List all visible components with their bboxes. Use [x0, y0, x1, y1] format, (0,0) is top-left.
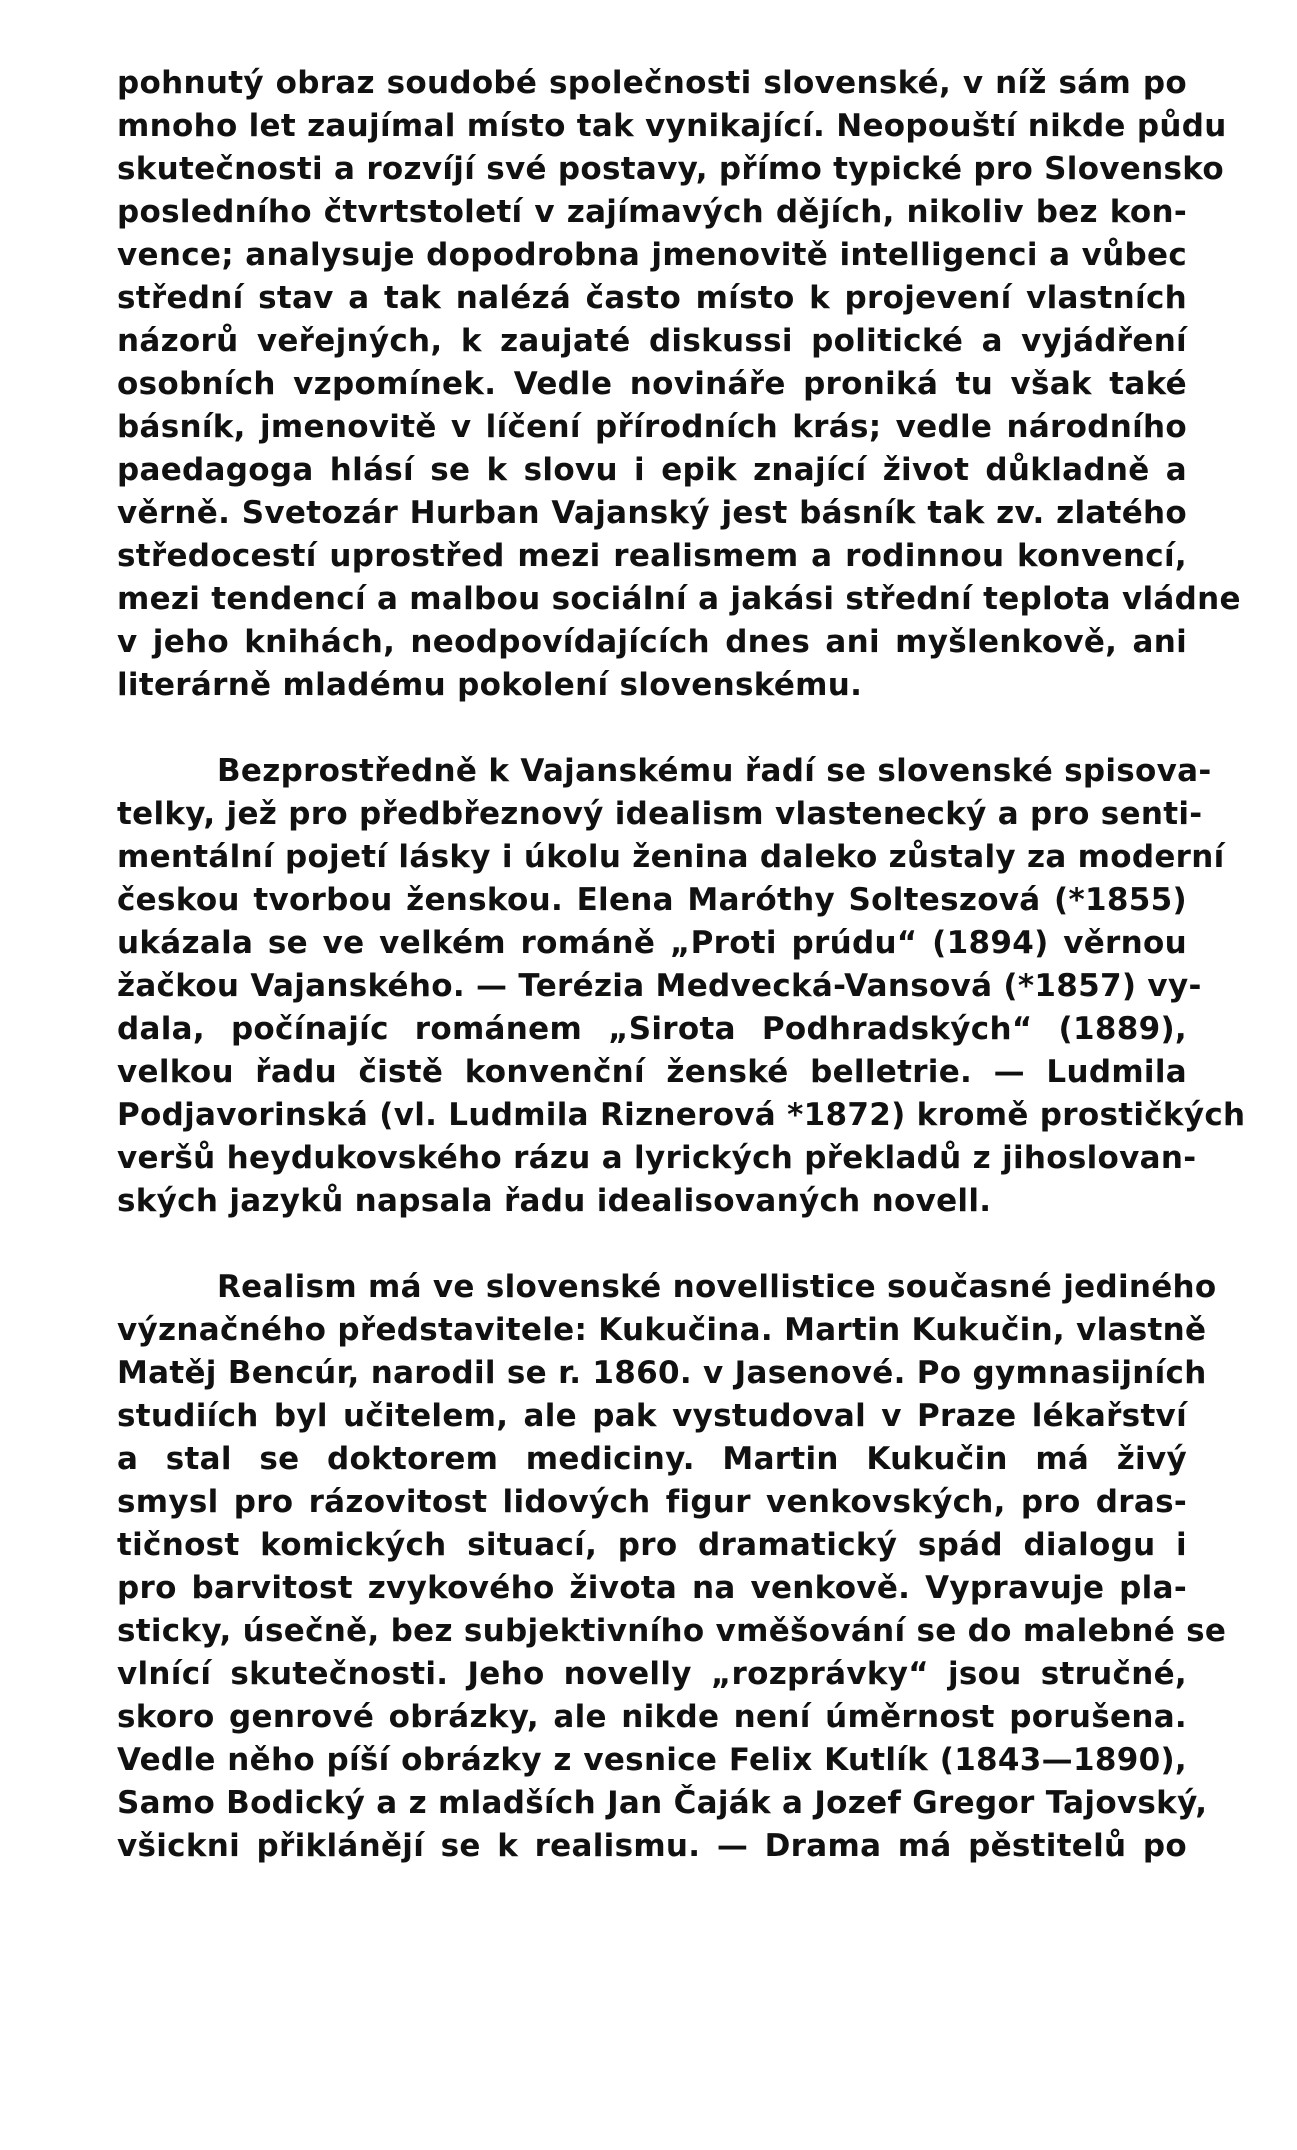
text-line: osobních vzpomínek. Vedle novináře proniká tu však také	[117, 366, 1187, 402]
text-line: sticky, úsečně, bez subjektivního vměšování se do malebné se	[117, 1613, 1227, 1649]
text-line: literárně mladému pokolení slovenskému.	[117, 667, 863, 703]
text-line: paedagoga hlásí se k slovu i epik znající život důkladně a	[117, 452, 1187, 488]
page-text	[117, 62, 1246, 1868]
text-line: dala, počínajíc románem „Sirota Podhradských“ (1889),	[117, 1011, 1187, 1047]
text-line: střední stav a tak nalézá často místo k projevení vlastních	[117, 280, 1187, 316]
text-line: ských jazyků napsala řadu idealisovaných novell.	[117, 1183, 992, 1219]
text-line: telky, jež pro předbřeznový idealism vlastenecký a pro senti-	[117, 796, 1203, 832]
text-line: Vedle něho píší obrázky z vesnice Felix Kutlík (1843—1890),	[117, 1742, 1187, 1778]
text-line: Bezprostředně k Vajanskému řadí se slovenské spisova-	[217, 753, 1212, 789]
text-line: českou tvorbou ženskou. Elena Maróthy Solteszová (*1855)	[117, 882, 1187, 918]
text-line: tičnost komických situací, pro dramatický spád dialogu i	[117, 1527, 1187, 1563]
text-line: význačného představitele: Kukučina. Martin Kukučin, vlastně	[117, 1312, 1207, 1348]
text-line: žačkou Vajanského. — Terézia Medvecká-Vansová (*1857) vy-	[117, 968, 1202, 1004]
text-line: Matěj Bencúr, narodil se r. 1860. v Jasenové. Po gymnasijních	[117, 1355, 1207, 1391]
text-line: všickni přiklánějí se k realismu. — Drama má pěstitelů po	[117, 1828, 1187, 1864]
text-line: názorů veřejných, k zaujaté diskussi politické a vyjádření	[117, 323, 1187, 359]
text-line: posledního čtvrtstoletí v zajímavých dějích, nikoliv bez kon-	[117, 194, 1187, 230]
paragraph-2	[117, 750, 1246, 1223]
text-line: mentální pojetí lásky i úkolu ženina daleko zůstaly za moderní	[117, 839, 1225, 875]
text-line: pro barvitost zvykového života na venkově. Vypravuje pla-	[117, 1570, 1187, 1606]
text-line: vence; analysuje dopodrobna jmenovitě intelligenci a vůbec	[117, 237, 1187, 273]
text-line: skutečnosti a rozvíjí své postavy, přímo typické pro Slovensko	[117, 151, 1224, 187]
paragraph-3	[117, 1266, 1227, 1868]
text-line: skoro genrové obrázky, ale nikde není úměrnost porušena.	[117, 1699, 1187, 1735]
text-line: studiích byl učitelem, ale pak vystudoval v Praze lékařství	[117, 1398, 1187, 1434]
text-line: a stal se doktorem mediciny. Martin Kukučin má živý	[117, 1441, 1187, 1477]
text-line: Podjavorinská (vl. Ludmila Riznerová *1872) kromě prostičkých	[117, 1097, 1246, 1133]
text-line: básník, jmenovitě v líčení přírodních krás; vedle národního	[117, 409, 1187, 445]
text-line: mezi tendencí a malbou sociální a jakási střední teplota vládne	[117, 581, 1241, 617]
text-line: velkou řadu čistě konvenční ženské belletrie. — Ludmila	[117, 1054, 1187, 1090]
text-line: veršů heydukovského rázu a lyrických překladů z jihoslovan-	[117, 1140, 1197, 1176]
text-line: středocestí uprostřed mezi realismem a rodinnou konvencí,	[117, 538, 1187, 574]
text-line: v jeho knihách, neodpovídajících dnes ani myšlenkově, ani	[117, 624, 1187, 660]
text-line: Samo Bodický a z mladších Jan Čaják a Jozef Gregor Tajovský,	[117, 1785, 1208, 1821]
paragraph-1	[117, 62, 1241, 707]
text-line: smysl pro rázovitost lidových figur venkovských, pro dras-	[117, 1484, 1187, 1520]
text-line: Realism má ve slovenské novellistice současné jediného	[217, 1269, 1217, 1305]
text-line: mnoho let zaujímal místo tak vynikající. Neopouští nikde půdu	[117, 108, 1227, 144]
text-line: vlnící skutečnosti. Jeho novelly „rozprávky“ jsou stručné,	[117, 1656, 1187, 1692]
text-line: věrně. Svetozár Hurban Vajanský jest básník tak zv. zlatého	[117, 495, 1187, 531]
text-line: ukázala se ve velkém románě „Proti prúdu“ (1894) věrnou	[117, 925, 1187, 961]
text-line: pohnutý obraz soudobé společnosti slovenské, v níž sám po	[117, 65, 1187, 101]
